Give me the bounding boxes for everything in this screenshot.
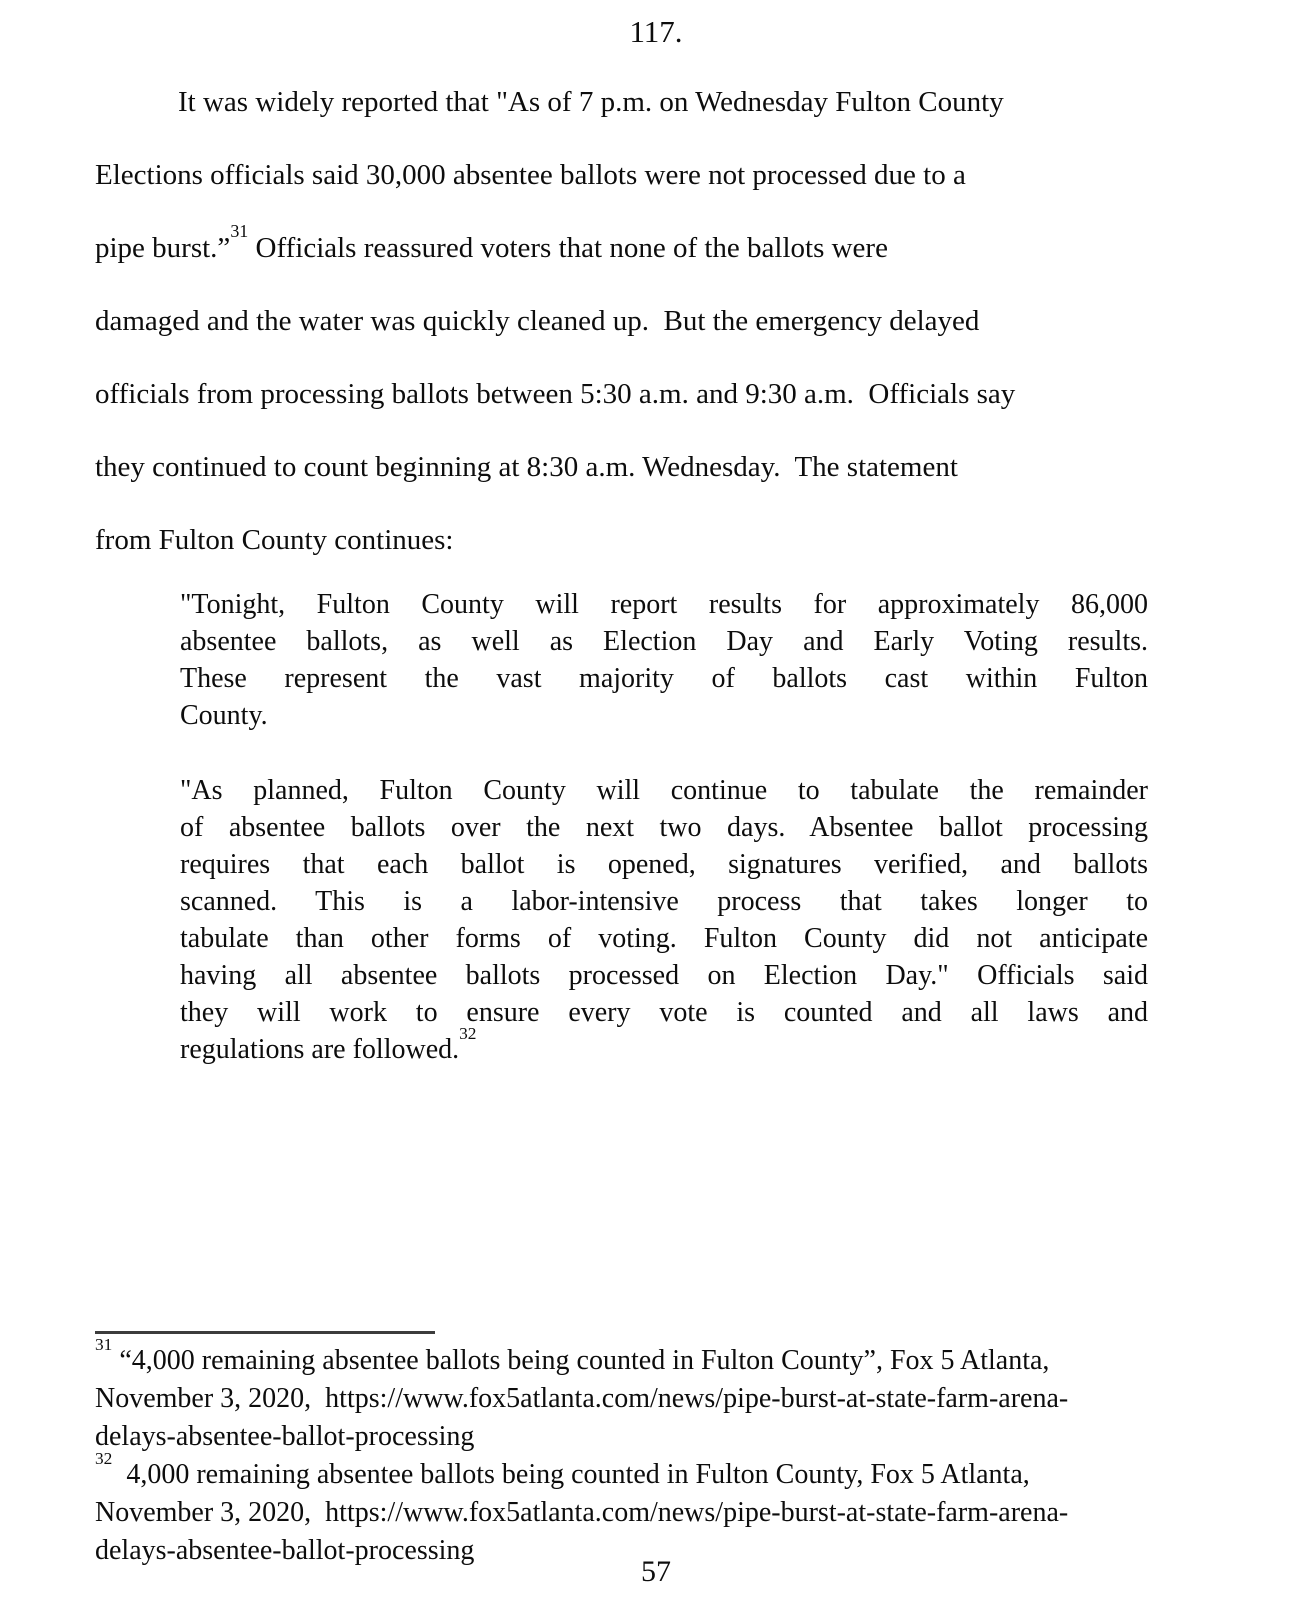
quote-line: they will work to ensure every vote is counted and all laws and [180, 997, 1148, 1028]
quote-line: These represent the vast majority of ballots cast within Fulton [180, 663, 1148, 694]
quote-line-text: regulations are followed. [180, 1034, 460, 1065]
footnote-31-line: delays-absentee-ballot-processing [95, 1421, 475, 1452]
quote-line [180, 1024, 1148, 1068]
footnote-31-line [95, 1335, 1235, 1380]
body-line: Elections officials said 30,000 absentee ballots were not processed due to a [95, 159, 966, 191]
footnote-reference-32: 32 [459, 1024, 477, 1043]
paragraph-number-heading: 117. [629, 14, 683, 49]
body-line: they continued to count beginning at 8:30 a.m. Wednesday. The statement [95, 451, 958, 483]
footnote-text: “4,000 remaining absentee ballots being counted in Fulton County”, Fox 5 Atlanta, [112, 1345, 1050, 1376]
footnote-separator-rule [95, 1331, 435, 1334]
quote-line: absentee ballots, as well as Election Day and Early Voting results. [180, 626, 1148, 657]
quote-line: having all absentee ballots processed on Election Day." Officials said [180, 960, 1148, 991]
footnote-32-line: delays-absentee-ballot-processing [95, 1535, 475, 1566]
footnote-reference-31: 31 [230, 221, 249, 242]
body-line: It was widely reported that "As of 7 p.m. on Wednesday Fulton County [178, 86, 1004, 118]
body-line [95, 212, 1235, 285]
blockquote-statement-1 [180, 586, 1148, 734]
footnote-32-line [95, 1449, 1235, 1494]
footnote-marker-31: 31 [95, 1335, 113, 1354]
quote-line: "Tonight, Fulton County will report results for approximately 86,000 [180, 589, 1148, 620]
quote-line: County. [180, 700, 268, 731]
body-line: damaged and the water was quickly cleaned up. But the emergency delayed [95, 305, 980, 337]
quote-line: of absentee ballots over the next two days. Absentee ballot processing [180, 812, 1148, 843]
footnote-32-line: November 3, 2020, https://www.fox5atlanta.com/news/pipe-burst-at-state-farm-arena- [95, 1497, 1069, 1528]
body-paragraph [95, 66, 1235, 577]
quote-line: requires that each ballot is opened, signatures verified, and ballots [180, 849, 1148, 880]
body-line-text: pipe burst.” [95, 232, 231, 264]
footnote-marker-32: 32 [95, 1449, 113, 1468]
body-line-text: Officials reassured voters that none of the ballots were [248, 232, 888, 264]
quote-line: tabulate than other forms of voting. Fulton County did not anticipate [180, 923, 1148, 954]
footnote-text: 4,000 remaining absentee ballots being counted in Fulton County, Fox 5 Atlanta, [112, 1459, 1030, 1490]
page-number-footer: 57 [641, 1555, 671, 1588]
body-line: officials from processing ballots between 5:30 a.m. and 9:30 a.m. Officials say [95, 378, 1016, 410]
footnotes-section [95, 1335, 1235, 1570]
quote-line: scanned. This is a labor-intensive process that takes longer to [180, 886, 1148, 917]
blockquote-statement-2 [180, 772, 1148, 1068]
footnote-31-line: November 3, 2020, https://www.fox5atlanta.com/news/pipe-burst-at-state-farm-arena- [95, 1383, 1069, 1414]
quote-line: "As planned, Fulton County will continue to tabulate the remainder [180, 775, 1148, 806]
body-line: from Fulton County continues: [95, 524, 454, 556]
